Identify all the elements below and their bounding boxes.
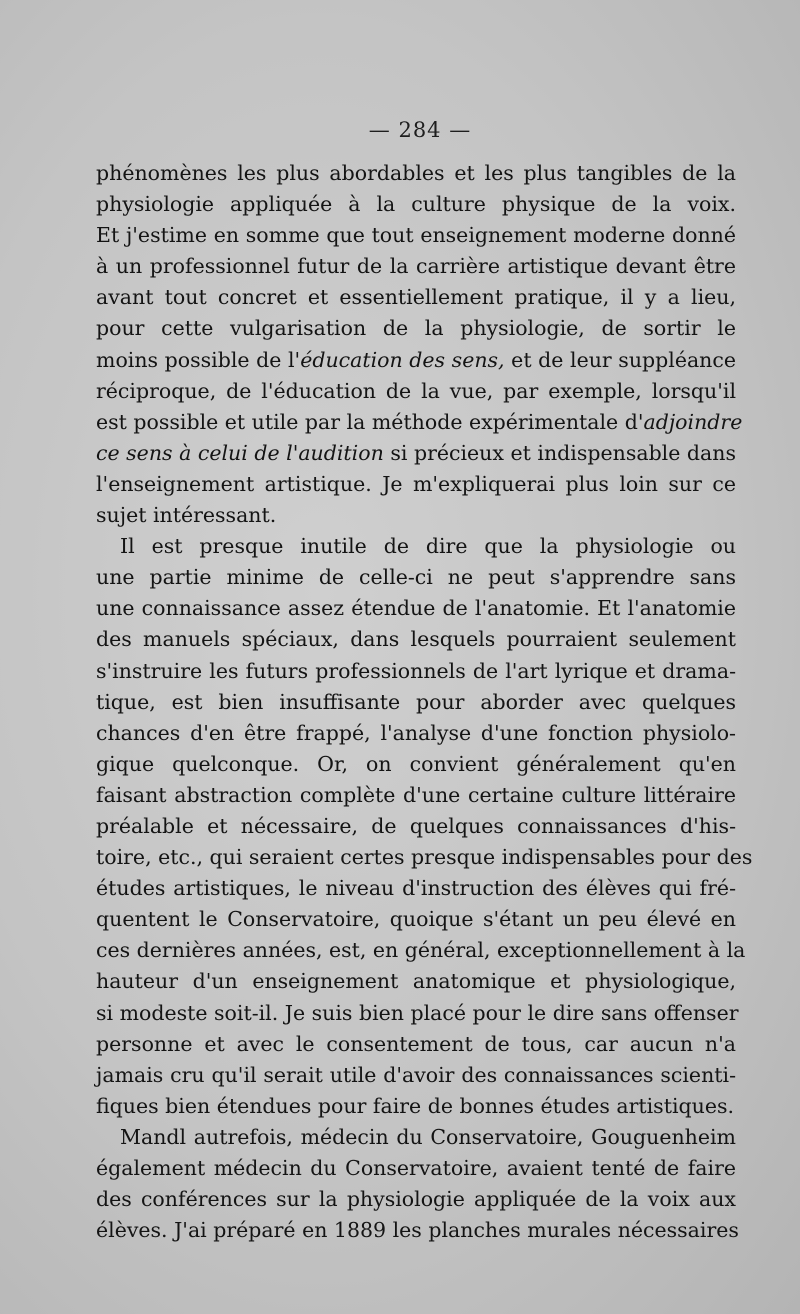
- text-segment: avant tout concret et essentiellement pratique, il y a lieu,: [96, 285, 736, 310]
- text-segment: sujet intéressant.: [96, 503, 277, 528]
- text-segment: et de leur suppléance: [504, 347, 737, 372]
- italic-text: adjoindre: [643, 409, 743, 434]
- text-line: [96, 718, 736, 749]
- text-line: [96, 1091, 736, 1122]
- text-line: [96, 1122, 736, 1153]
- italic-text: ce sens à celui de l'audition: [96, 440, 384, 465]
- text-line: [96, 282, 736, 313]
- text-line: [96, 935, 746, 966]
- text-segment: l'enseignement artistique. Je m'expliquerai plus loin sur ce: [96, 471, 736, 496]
- text-segment: moins possible de l': [96, 347, 301, 372]
- text-segment: physiologie appliquée à la culture physique de la voix.: [96, 192, 736, 217]
- text-line: [96, 345, 736, 376]
- text-line: [96, 1184, 736, 1215]
- text-segment: tique, est bien insuffisante pour aborder avec quelques: [96, 689, 736, 714]
- text-line: [96, 251, 736, 282]
- text-line: [96, 624, 736, 655]
- text-line: [96, 780, 736, 811]
- text-segment: faisant abstraction complète d'une certaine culture littéraire: [96, 782, 736, 807]
- text-line: [96, 1215, 739, 1246]
- text-segment: élèves. J'ai préparé en 1889 les planches murales nécessaires: [96, 1218, 739, 1243]
- text-segment: gique quelconque. Or, on convient généralement qu'en: [96, 751, 736, 776]
- text-line: [96, 531, 736, 562]
- page-number: — 284 —: [368, 118, 472, 142]
- body-text: [96, 158, 753, 1246]
- text-segment: une partie minime de celle-ci ne peut s'apprendre sans: [96, 565, 736, 590]
- text-segment: si précieux et indispensable dans: [383, 440, 736, 465]
- text-segment: des manuels spéciaux, dans lesquels pourraient seulement: [96, 627, 736, 652]
- text-segment: des conférences sur la physiologie appliquée de la voix aux: [96, 1187, 736, 1212]
- text-segment: une connaissance assez étendue de l'anatomie. Et l'anatomie: [96, 596, 736, 621]
- text-line: [96, 998, 739, 1029]
- text-line: [96, 687, 736, 718]
- text-line: [96, 220, 736, 251]
- text-line: [96, 438, 736, 469]
- text-line: [96, 811, 736, 842]
- paragraph: [96, 1122, 739, 1246]
- text-line: [96, 562, 736, 593]
- text-segment: études artistiques, le niveau d'instruction des élèves qui fré-: [96, 876, 736, 901]
- text-line: [96, 842, 753, 873]
- text-segment: quentent le Conservatoire, quoique s'étant un peu élevé en: [96, 907, 736, 932]
- text-line: [96, 593, 736, 624]
- text-segment: s'instruire les futurs professionnels de l'art lyrique et drama-: [96, 658, 736, 683]
- text-segment: à un professionnel futur de la carrière artistique devant être: [96, 254, 736, 279]
- text-line: [96, 1029, 736, 1060]
- text-segment: également médecin du Conservatoire, avaient tenté de faire: [96, 1156, 736, 1180]
- text-line: [96, 1060, 736, 1091]
- text-line: [96, 904, 736, 935]
- text-segment: fiques bien étendues pour faire de bonnes études artistiques.: [96, 1093, 734, 1118]
- text-line: [96, 1153, 736, 1184]
- text-line: [96, 873, 736, 904]
- text-segment: Et j'estime en somme que tout enseignement moderne donné: [96, 223, 736, 248]
- text-segment: est possible et utile par la méthode expérimentale d': [96, 409, 644, 434]
- text-segment: pour cette vulgarisation de la physiologie, de sortir le: [96, 316, 736, 341]
- paragraph: [96, 158, 743, 531]
- text-segment: si modeste soit-il. Je suis bien placé pour le dire sans offenser: [96, 1000, 739, 1025]
- text-segment: réciproque, de l'éducation de la vue, par exemple, lorsqu'il: [96, 378, 736, 403]
- text-line: [96, 469, 736, 500]
- text-segment: Mandl autrefois, médecin du Conservatoire, Gouguenheim: [120, 1124, 736, 1149]
- text-segment: chances d'en être frappé, l'analyse d'une fonction physiolo-: [96, 720, 736, 745]
- italic-text: éducation des sens,: [300, 347, 505, 372]
- text-line: [96, 189, 736, 220]
- text-line: [96, 749, 736, 780]
- text-line: [96, 656, 736, 687]
- text-segment: personne et avec le consentement de tous, car aucun n'a: [96, 1031, 736, 1056]
- text-line: [96, 500, 736, 531]
- text-segment: ces dernières années, est, en général, exceptionnellement à la: [96, 938, 746, 963]
- text-line: [96, 376, 736, 407]
- text-segment: hauteur d'un enseignement anatomique et physiologique,: [96, 969, 736, 994]
- text-segment: jamais cru qu'il serait utile d'avoir des connaissances scienti-: [96, 1062, 736, 1087]
- text-segment: phénomènes les plus abordables et les plus tangibles de la: [96, 161, 736, 185]
- text-line: [96, 158, 736, 189]
- text-line: [96, 313, 736, 344]
- paragraph: [96, 531, 753, 1122]
- text-segment: toire, etc., qui seraient certes presque indispensables pour des: [96, 845, 753, 870]
- text-line: [96, 966, 736, 997]
- text-segment: Il est presque inutile de dire que la physiologie ou: [120, 534, 736, 559]
- text-segment: préalable et nécessaire, de quelques connaissances d'his-: [96, 813, 736, 838]
- text-line: [96, 407, 743, 438]
